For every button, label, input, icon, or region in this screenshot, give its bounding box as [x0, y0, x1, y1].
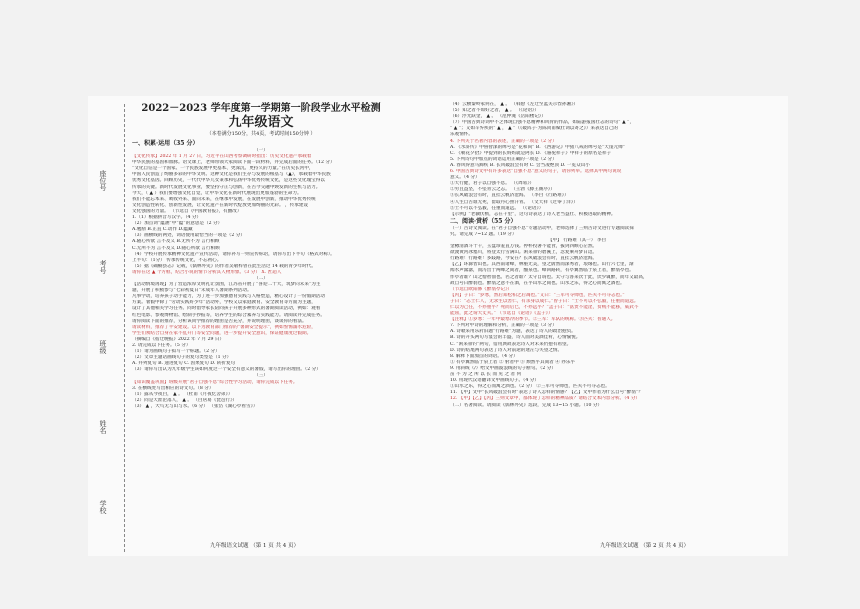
text-line: 金樽清酒斗十千，玉盘珍羞直万钱。停杯投箸不能食，拔剑四顾心茫然。: [450, 244, 598, 250]
text-line: 3. 在横线处写出相应的诗文句。（8 分）: [132, 385, 214, 391]
text-line: 【知识覆盖巩固】班级开展“君子自强不息”综合性学习活动，请你完成以下任务。: [132, 379, 298, 385]
page-1-footer: 九年级语文试题 （第 1 页 共 4 页）: [210, 543, 299, 549]
text-line: 设计了其他相关学习任务。同时倡导家长陪同孩子开展多种形式的暑期阅读活动，例如：观看: [132, 306, 321, 312]
text-line: （一）古诗文阅读。在“君子自强不息”专题活动中，老师选择了三则古诗文进行专题阅读探: [450, 225, 634, 231]
page-1-body: [132, 140, 390, 410]
margin-label-school: 学校: [99, 500, 107, 514]
text-line: （2）文章主题话画线句子的复句类型是（1 分）: [132, 355, 232, 361]
text-line: A.随心所欲 言不及义 B.无所不为 言行相顾: [132, 239, 220, 245]
margin-label-class: 班级: [99, 340, 107, 354]
text-line: 【文化传承】2022 年 1 月 27 日，习近平在山西考察调研时指出：历史文化遗产承载着: [132, 154, 312, 160]
text-line: 【活动情境再现】为了营造浓厚文明礼让氛围，江苏省开展了“喜迎二十大，筑梦向未来”为主: [132, 282, 321, 288]
text-line: 上半句：（1分） 传承传统文化，不忘初心。: [132, 257, 222, 263]
text-line: 方案。暑假中除了“劳动实践好少年”活动外，学校又以家庭教育、安全教育等方面为主题，: [132, 300, 316, 306]
text-line: 4. 下列关于名著内容的表述，正确的一项是（2 分）: [450, 138, 557, 144]
text-line: 欲渡黄河冰塞川，将登太行雪满山。闲来垂钓碧溪上，忽复乘舟梦日边。: [450, 250, 598, 256]
text-line: 中国人民创造了绚丽多彩的中华文明。这种文化是我们生存与发展的根基与（▲），承载着中华民族: [132, 172, 331, 178]
text-line: ①山水之乐，得之心而寓之酒也。（2 分） ②三军可夺帅也，匹夫不可夺志也。: [450, 384, 610, 390]
text-line: （1）露从今夜白， ▲ 。 （杜甫《月夜忆舍弟》）: [132, 391, 233, 397]
text-line: ②穷且益坚，不坠青云之志。 （王勃《滕王阁序》）: [450, 187, 555, 193]
exam-note: （本卷满分150分，共4页，考试时间150分钟 ）: [206, 131, 316, 137]
text-line: 文化创造性转化、创新性发展，让文化遗产在新时代绽放更加绚丽的光彩。 ，传承建设: [132, 202, 309, 208]
text-line: 行路难！行路难！多歧路，今安在？长风破浪会有时，直挂云帆济沧海。: [450, 256, 598, 262]
text-line: 学生们须结合自身在家不乱开门等安全问题，进一步提升安全意识，保证健康度过假期。: [132, 330, 312, 336]
text-line: D. 诗的结尾两句表达了诗人对前途的迷茫与失望之情。: [450, 347, 563, 353]
text-line: 苗 不 为 之 所 以 长 而 见 之 者 何: [450, 372, 522, 378]
text-line: （节选自欧阳修《醉翁亭记》）: [450, 286, 513, 292]
page-2-footer: 九年级语文试题 （第 2 页 共 4 页）: [600, 543, 689, 549]
text-line: （4）云横秦岭家何在， ▲ 。 （韩愈《左迁至蓝关示侄孙湘》）: [450, 102, 578, 107]
text-line: （1）请为画线句子拟写一个标题。（2 分）: [132, 349, 220, 355]
text-line: 【甲】 行路难（其一） 李白: [547, 237, 607, 243]
text-line: 故自号曰醉翁也。醉翁之意不在酒，在乎山水之间也。山水之乐，得之心而寓之酒也。: [450, 280, 625, 286]
text-line: “ ▲ ”；又如辛弃疾的“ ▲ ， ▲ ”（《破阵子·为陈同甫赋壮词以寄之》）来表达自己的: [450, 126, 619, 132]
text-line: 请你在这 ▲ 个方框，结合小说的情节分析其人物形象。（3 分） X. 匠超人: [132, 269, 282, 275]
exam-title: 2022－2023 学年度第一学期第一阶段学业水平检测: [141, 103, 381, 114]
text-line: （5）知之者不如好之者， ▲ 。 （《论语》）: [450, 108, 539, 114]
text-line: A. 春风得意马蹄疾 B. 长风破浪会有时 C. 会当凌绝顶 D. 一览众山小: [450, 162, 590, 168]
margin-label-name: 姓名: [99, 420, 107, 434]
text-line: （二）: [254, 275, 268, 281]
text-line: 作亭者谁？山之僧智仙也。名之者谁？太守自谓也。太守与客来饮于此，饮少辄醉，而年又最高，: [450, 274, 648, 280]
binding-dashed-line: [124, 104, 125, 552]
text-line: 请读材料，推荐了平安建设。以下为教育部门推荐的“暑期安全提示”，例如警惕溺水危险，: [132, 324, 316, 330]
exam-subject: 九年级语文: [228, 115, 294, 130]
text-line: （2）同是天涯沦落人， ▲ 。 （白居易《琵琶行》）: [132, 397, 238, 403]
text-line: A. 诗歌采用乐府旧题“行路难”为题，表达了诗人的政治抱负。: [450, 329, 576, 335]
text-line: （4）学校开展传承精神文化遗产宣传活动，请你补写一则宣传标语，请你写出下半句（格式对称）。: [132, 251, 335, 257]
text-line: 【乙】环滁皆山也。其西南诸峰，林壑尤美，望之蔚然而深秀者，琅琊也。山行六七里，渐: [450, 262, 634, 268]
text-line: （2）加点词“蕴涵”中“蕴”的意思是（2 分）: [132, 221, 223, 227]
text-line: 9. 用斜线（/）给文中画波浪线的句子断句。（2 分）: [450, 365, 556, 371]
text-line: 二、阅读·赏析（55 分）: [450, 217, 517, 225]
text-line: 【丙】子曰：“岁寒，然后知松柏之后凋也。”又曰：“三军可夺帅也，匹夫不可夺志也。”: [450, 292, 625, 298]
text-line: 乐观情怀。: [450, 132, 473, 138]
text-line: 2. 请完成以下任务。（5 分）: [132, 343, 191, 348]
text-line: A. 并列复句 B. 递进复句 C. 因果复句 D. 转折复句: [132, 361, 236, 367]
text-line: （6）浮光跃金， ▲ 。 （范仲淹《岳阳楼记》）: [450, 114, 546, 120]
text-line: A. 《水浒传》中鲁智深的绰号是“花和尚” B. 《西游记》中猪八戒的绰号是“天蓬元帅”: [450, 144, 625, 150]
text-line: 今天，（ ▲ ）我们要增强文化自觉，让中华文化在新时代展现出更加蓬勃的生命力。: [132, 190, 302, 196]
text-line: B. 诗的开头两句写宴会的丰盛，诗人面对美酒佳肴，心情愉悦。: [450, 335, 581, 341]
text-line: 优秀文化基因。回顾历史，一代代中华儿女秉承和弘扬中华优秀传统文化，是这些文化瑰宝得以: [132, 178, 325, 184]
text-line: （二）名著阅读。请阅读《儒林外史》选段，完成 13~15 小题。（10 分）: [450, 402, 603, 408]
page-2-body: [450, 102, 704, 409]
text-line: 传承的关键。新时代发展文化事业，要坚持守正与创新，在古今交融中焕发新的生机与活力。: [132, 184, 321, 190]
text-line: （7）中国古典诗词中不乏体现自强不息精神和风骨的作品，如陆游报国壮志的诗句“ ▲ ”，: [450, 120, 635, 126]
margin-label-seat: 座位号: [99, 170, 107, 191]
text-line: （5）据《确楠县志》记载，《儒林外史》的作者吴敬梓曾在此生活过 14 载的青少年时代。: [132, 263, 316, 269]
text-line: 8. 解释下面加点的词语。（4 分）: [450, 353, 518, 359]
text-line: “文化自信是一个国家、一个民族发展中更基本、更深沉、更持久的力量。”在历史长河中，: [132, 166, 314, 172]
text-line: 1.（1）根据拼音写汉字。（4 分）: [132, 215, 202, 221]
text-line: 意义。（4 分）: [450, 175, 480, 181]
text-line: （3） ▲ ，大鸟无与山与水。（6 分） （张岱《湖心亭看雪》）: [132, 403, 258, 409]
text-line: 【注释】①岁寒：一年中最寒冷的季节。②三军：军队的统称。③匹夫：普通人。: [450, 317, 616, 323]
text-line: 子曰：“志士仁人，无求生以害仁，有杀身以成仁。”曾子曰：“士不可以不弘毅，任重而道远。: [450, 298, 639, 304]
text-line: ④人生自古谁无死，留取丹心照汗青。 （文天祥《过零丁洋》）: [450, 199, 578, 205]
text-line: 7. 下列对甲诗的理解和分析，正确的一项是（3 分）: [450, 323, 557, 329]
text-line: C. 《朝花夕拾》中提到的长妈妈就是阿长 D. 《骆驼祥子》中祥子的原名是祥子: [450, 150, 612, 156]
text-line: ①天行健，君子以自强不息。 （《周易》）: [450, 181, 535, 187]
text-line: 11. 【甲】文中“长风破浪会有时”表达了诗人怎样的情感？【乙】文中作者为什么自号“醉翁”？: [450, 390, 643, 396]
text-line: C.无所不为 言不及义 D.随心所欲 言行相顾: [132, 245, 220, 251]
text-line: 10. 用现代汉语翻译文中画线句子。（4 分）: [450, 378, 539, 384]
text-line: 凡事学动，培养孩子动手能力，为了进一步加强德育实践与人格塑造，精心设计了一份假期活动: [132, 294, 325, 300]
page-2-column: [450, 102, 704, 554]
text-line: 文化强国的力量。 （节选自《中国教育报》，有删改）: [132, 208, 242, 214]
text-line: C. “闲来垂钓”两句，借用典故表达诗人对未来仍抱有希望。: [450, 341, 572, 347]
text-line: （一）: [254, 148, 268, 153]
text-line: 究。请完成 7~12 题。（19 分）: [450, 231, 517, 237]
text-line: （三）: [254, 373, 268, 379]
page-1-column: [132, 102, 390, 554]
text-line: （3）请你写出认为九年级学生该如何度过一个安全有意义的暑假，请写出你的理由。（2 分）: [132, 367, 321, 373]
text-line: 5. 下列诗句中加点的词语运用正确的一项是（2 分）: [450, 156, 557, 162]
text-line: 能屈，此之谓大丈夫。” （节选自《论语》《孟子》）: [450, 311, 553, 317]
text-line: 一、积累·运用（35 分）: [132, 140, 199, 147]
text-line: 我们不能忘本来、吸收外来、面向未来，在继承中发展，在发展中创新，推动中华优秀传统: [132, 196, 316, 202]
text-line: ⑤士不可以不弘毅，任重而道远。 （《论语》）: [450, 205, 544, 211]
text-line: 仁以为己任，不亦重乎？死而后已，不亦远乎？”孟子曰：“富贵不能淫，贫贱不能移，威武不: [450, 305, 639, 310]
text-line: 闻水声潺潺，而泻出于两峰之间者，酿泉也。峰回路转，有亭翼然临于泉上者，醉翁亭也。: [450, 268, 634, 274]
text-line: （摘编自《宿迁晚报》2022 年 7 月 29 日）: [132, 336, 225, 342]
text-line: 【示例】“老骥伏枥，志在千里”，这句诗表达了诗人老当益壮、积极进取的精神。: [450, 211, 616, 217]
text-line: 题，开展了积极参与“七彩初夏日”未成年人暑期系列活动。: [132, 288, 252, 294]
text-line: ① 有亭翼然临于泉上者 ② 射者中 ③ 颓然乎其间者 ④ 亦乐乎: [450, 359, 576, 365]
text-line: 请你阅读下面的推荐，分析该同学推荐的理由是否充分，并说明理由，谈谈你的看法。: [132, 318, 307, 324]
text-line: 6. 中国古典诗文中有许多表达“自强不息”意义的句子，请你列举。选择其中两句说说: [450, 169, 622, 175]
text-line: 12. 【甲】【乙】【丙】三则文章中，都体现了怎样的精神品质？请结合文本内容分析。（4 分）: [450, 396, 641, 402]
text-line: 中华民族的基因和血脉。语文课上，老师带领大家阅读下面一段材料，并完成后面的任务。（12 分）: [132, 160, 335, 166]
text-line: （3）画横线的两处，词语使用最恰当的一项是（2 分）: [132, 233, 245, 239]
text-line: 红色电影、参观博物馆、绘制手抄报等，培养学生的综合素养与实践能力。请阅读并完成任务。: [132, 312, 325, 318]
text-line: ③长风破浪会有时，直挂云帆济沧海。 （李白《行路难》）: [450, 193, 569, 199]
text-line: A.勉励 B.正直 C.动作 D.蕴藏: [132, 227, 193, 233]
margin-label-exam-no: 考号: [99, 260, 107, 274]
